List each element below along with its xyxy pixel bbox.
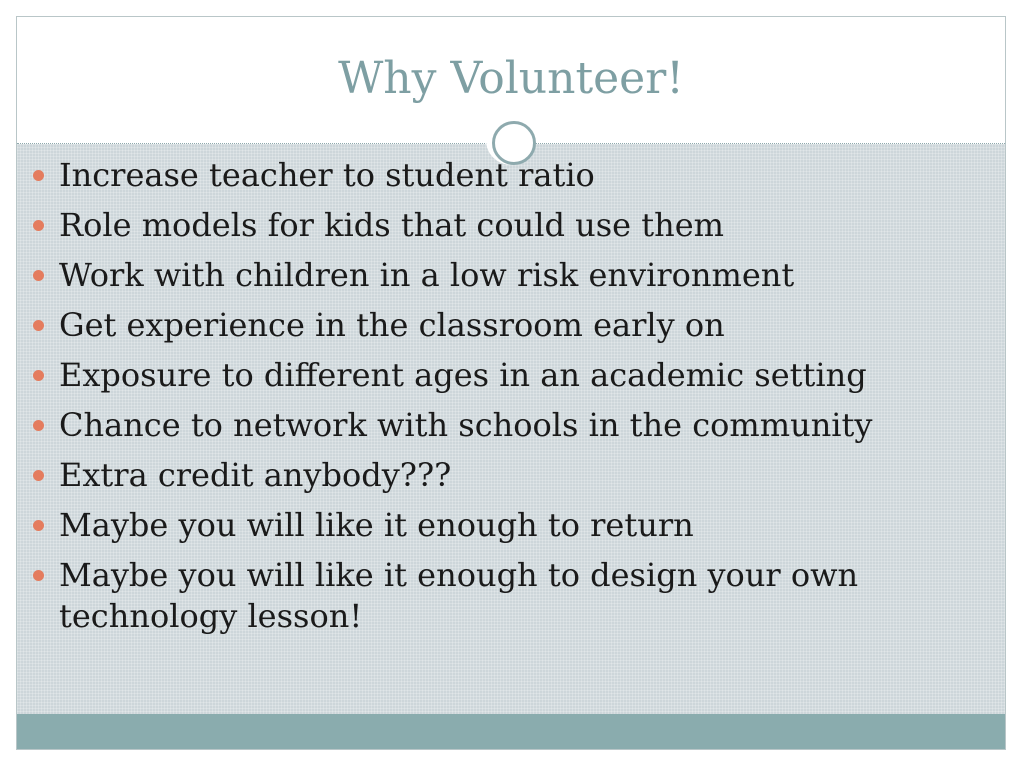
bullet-item — [30, 405, 950, 446]
bullet-text: Role models for kids that could use them — [59, 206, 724, 244]
bullet-text: Maybe you will like it enough to return — [59, 506, 694, 544]
bullet-item — [30, 155, 950, 196]
bullet-item — [30, 255, 950, 296]
bullet-item — [30, 455, 950, 496]
bullet-dot-icon — [33, 470, 44, 481]
bullet-dot-icon — [33, 370, 44, 381]
bullet-dot-icon — [33, 270, 44, 281]
bullet-text: Increase teacher to student ratio — [59, 156, 595, 194]
bullet-text: Get experience in the classroom early on — [59, 306, 725, 344]
bullet-text: Exposure to different ages in an academic setting — [59, 356, 867, 394]
bullet-text: Maybe you will like it enough to design your own technology lesson! — [59, 556, 859, 635]
bullet-dot-icon — [33, 520, 44, 531]
bullet-text: Extra credit anybody??? — [59, 456, 452, 494]
bullet-item — [30, 355, 950, 396]
bullet-item — [30, 555, 950, 637]
bullet-text: Work with children in a low risk environment — [59, 256, 795, 294]
bullet-item — [30, 305, 950, 346]
bullet-text: Chance to network with schools in the community — [59, 406, 873, 444]
footer-bar — [17, 714, 1005, 749]
bullet-list — [30, 155, 950, 646]
bullet-dot-icon — [33, 320, 44, 331]
bullet-dot-icon — [33, 570, 44, 581]
bullet-dot-icon — [33, 170, 44, 181]
bullet-dot-icon — [33, 220, 44, 231]
bullet-dot-icon — [33, 420, 44, 431]
bullet-item — [30, 205, 950, 246]
slide-title: Why Volunteer! — [338, 53, 684, 104]
bullet-item — [30, 505, 950, 546]
